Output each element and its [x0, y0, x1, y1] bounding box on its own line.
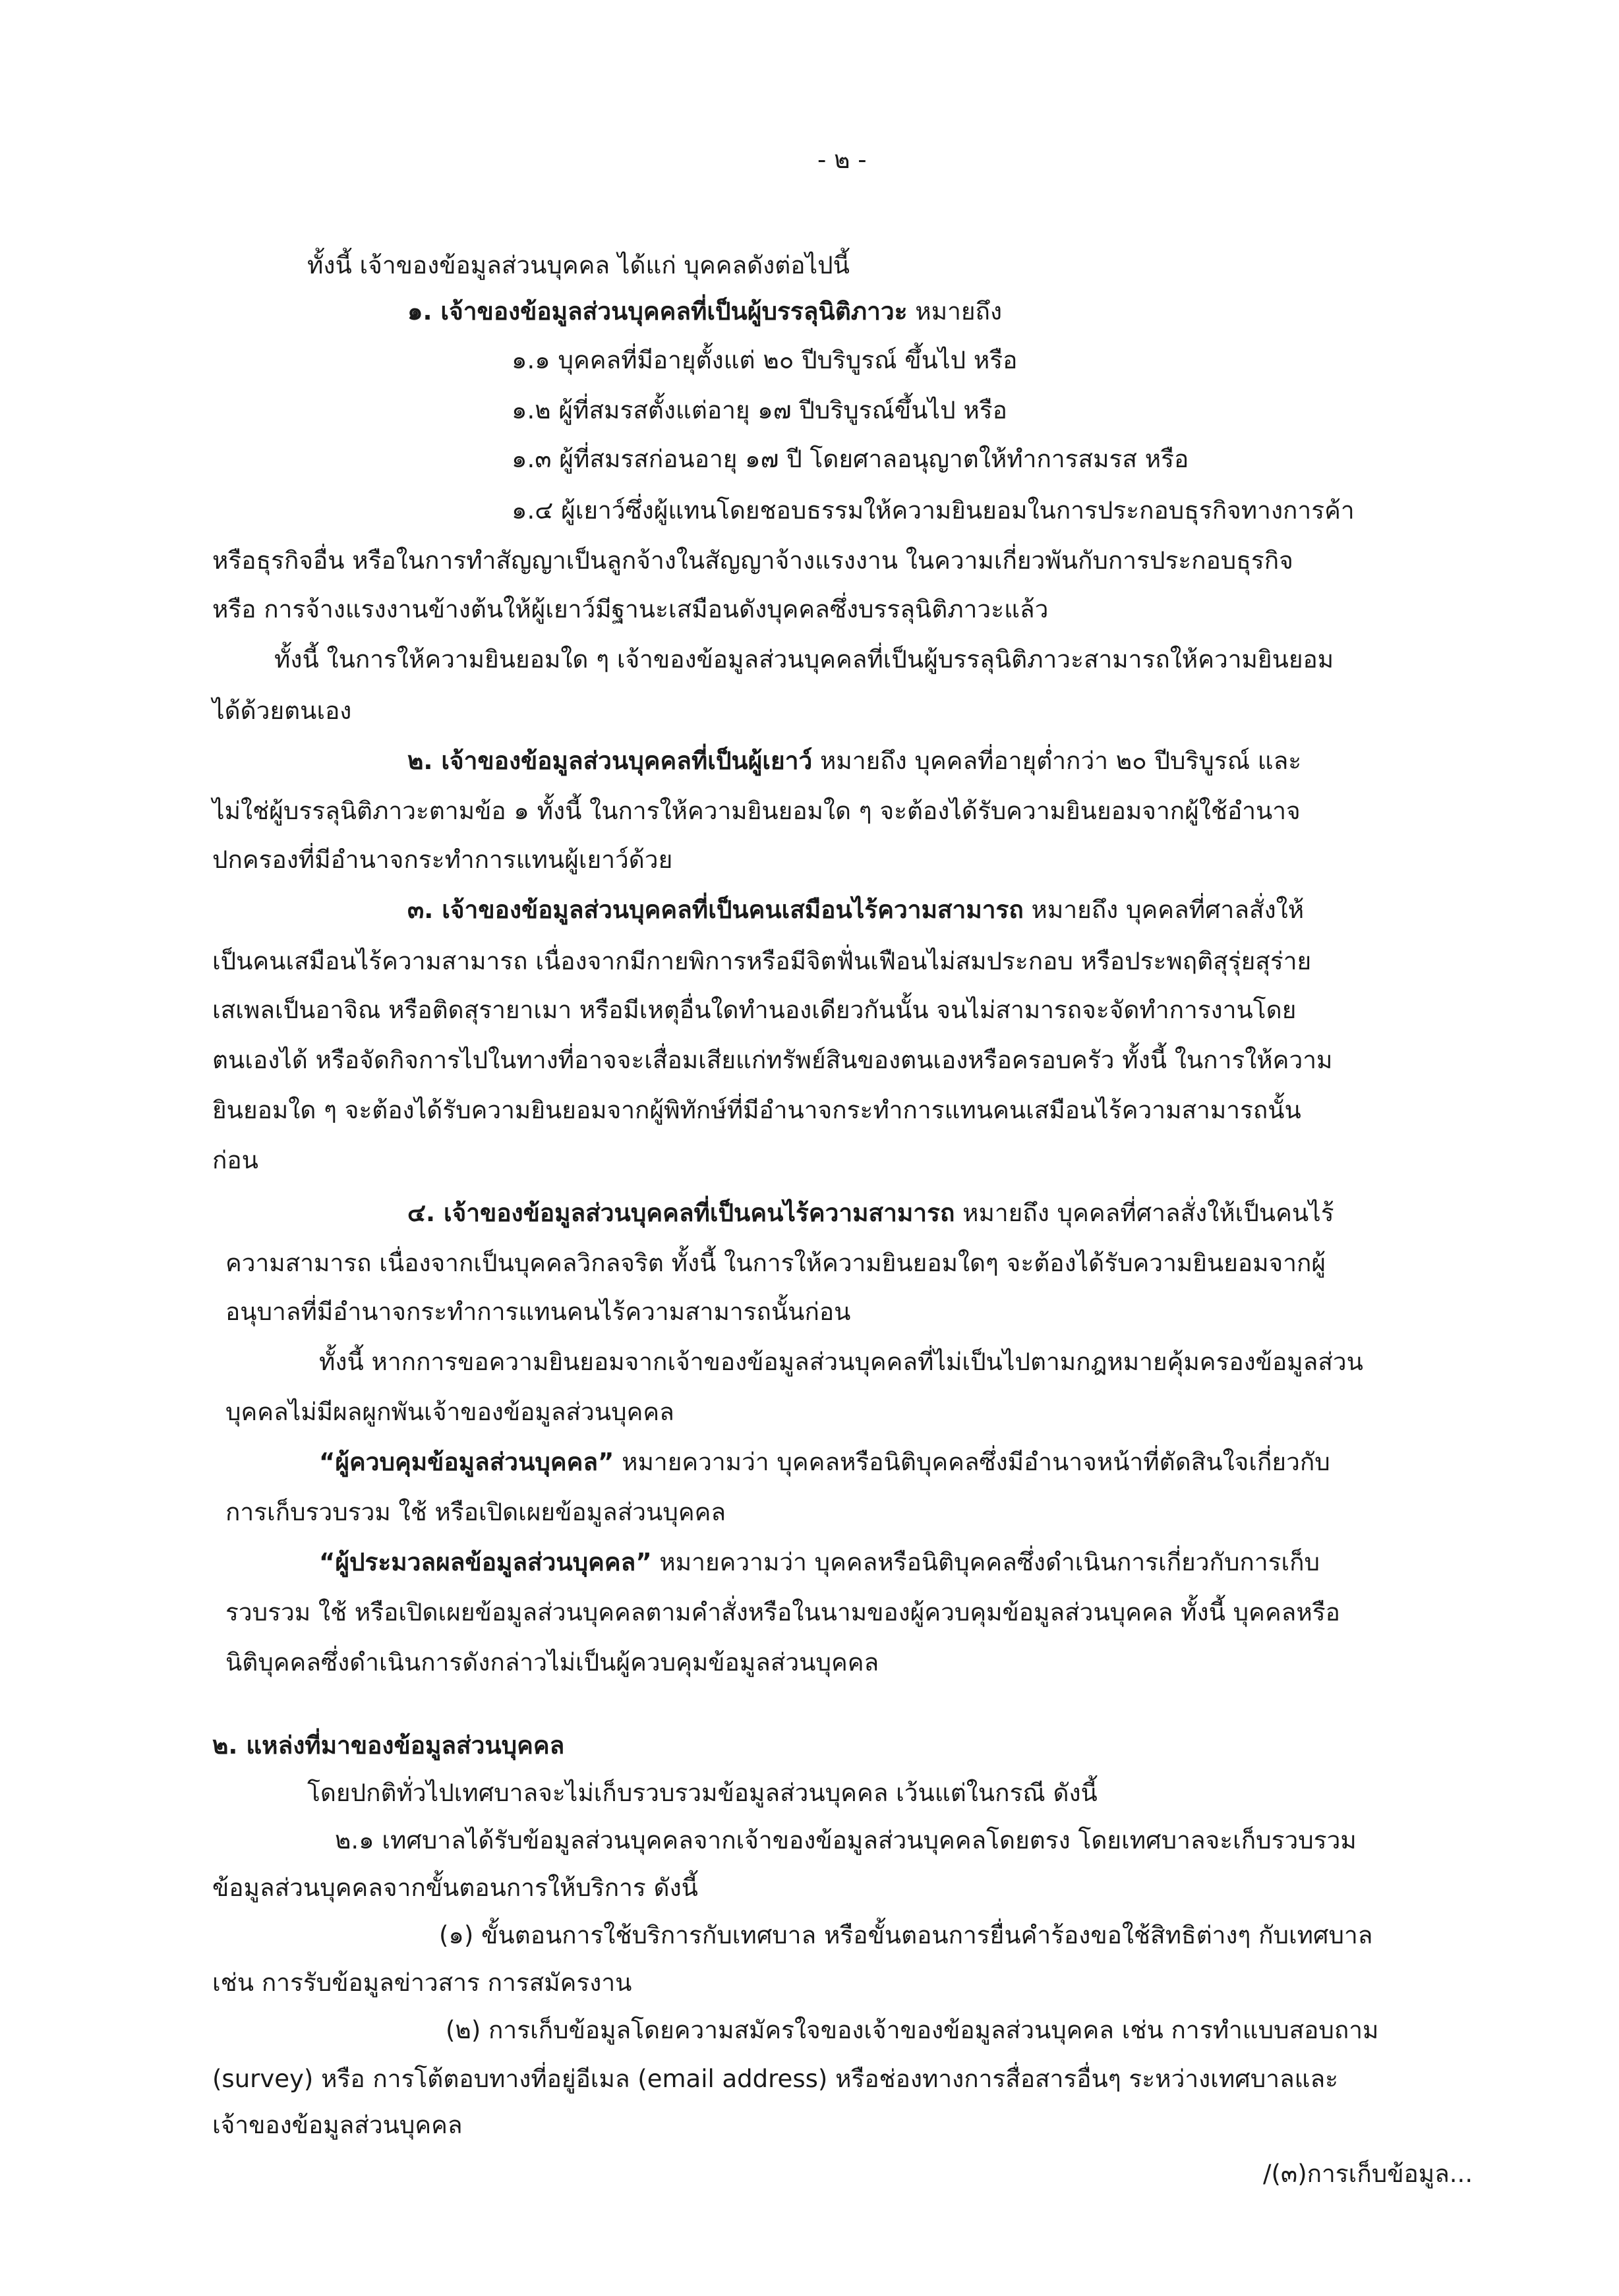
text-line: หรือ การจ้างแรงงานข้างต้นให้ผู้เยาว์มีฐานะเสมือนดังบุคคลซึ่งบรรลุนิติภาวะแล้ว [212, 595, 1049, 623]
text-line: ทั้งนี้ หากการขอความยินยอมจากเจ้าของข้อมูลส่วนบุคคลที่ไม่เป็นไปตามกฎหมายคุ้มครองข้อมูลส่วน [319, 1348, 1363, 1376]
section-heading: ๒. เจ้าของข้อมูลส่วนบุคคลที่เป็นผู้เยาว์ หมายถึง บุคคลที่อายุต่ำกว่า ๒๐ ปีบริบูรณ์ และ [407, 747, 1302, 775]
text-line: ๑.๒ ผู้ที่สมรสตั้งแต่อายุ ๑๗ ปีบริบูรณ์ขึ้นไป หรือ [512, 396, 1007, 424]
text-line: (๑) ขั้นตอนการใช้บริการกับเทศบาล หรือขั้นตอนการยื่นคำร้องขอใช้สิทธิต่างๆ กับเทศบาล [439, 1921, 1373, 1949]
continuation-note: /(๓)การเก็บข้อมูล... [1263, 2160, 1473, 2188]
text-line: เสเพลเป็นอาจิณ หรือติดสุรายาเมา หรือมีเหตุอื่นใดทำนองเดียวกันนั้น จนไม่สามารถจะจัดทำการงานโดย [212, 996, 1297, 1024]
definition-line: “ผู้ประมวลผลข้อมูลส่วนบุคคล” หมายความว่า บุคคลหรือนิติบุคคลซึ่งดำเนินการเกี่ยวกับการเก็บ [319, 1548, 1320, 1576]
text-line: บุคคลไม่มีผลผูกพันเจ้าของข้อมูลส่วนบุคคล [225, 1398, 674, 1426]
text-line: ๒.๑ เทศบาลได้รับข้อมูลส่วนบุคคลจากเจ้าของข้อมูลส่วนบุคคลโดยตรง โดยเทศบาลจะเก็บรวบรวม [335, 1826, 1357, 1854]
text-line: อนุบาลที่มีอำนาจกระทำการแทนคนไร้ความสามารถนั้นก่อน [225, 1298, 851, 1326]
text-line: ๑.๑ บุคคลที่มีอายุตั้งแต่ ๒๐ ปีบริบูรณ์ ขึ้นไป หรือ [512, 346, 1018, 374]
text-line: ตนเองได้ หรือจัดกิจการไปในทางที่อาจจะเสื่อมเสียแก่ทรัพย์สินของตนเองหรือครอบครัว ทั้งนี้ ในการให้ความ [212, 1046, 1333, 1074]
text-line: (survey) หรือ การโต้ตอบทางที่อยู่อีเมล (email address) หรือช่องทางการสื่อสารอื่นๆ ระหว่างเทศบาลและ [212, 2065, 1339, 2093]
text-line: เช่น การรับข้อมูลข่าวสาร การสมัครงาน [212, 1968, 632, 1997]
text-line: ปกครองที่มีอำนาจกระทำการแทนผู้เยาว์ด้วย [212, 846, 673, 874]
section-heading: ๓. เจ้าของข้อมูลส่วนบุคคลที่เป็นคนเสมือนไร้ความสามารถ หมายถึง บุคคลที่ศาลสั่งให้ [407, 896, 1305, 924]
text-line: การเก็บรวบรวม ใช้ หรือเปิดเผยข้อมูลส่วนบุคคล [225, 1498, 726, 1526]
section-heading: ๒. แหล่งที่มาของข้อมูลส่วนบุคคล [212, 1731, 565, 1760]
text-line: ได้ด้วยตนเอง [212, 697, 352, 725]
text-line: ความสามารถ เนื่องจากเป็นบุคคลวิกลจริต ทั้งนี้ ในการให้ความยินยอมใดๆ จะต้องได้รับความยินยอมจากผู้ [225, 1249, 1326, 1277]
page-number: - ๒ - [817, 146, 867, 174]
text-line: ๑.๔ ผู้เยาว์ซึ่งผู้แทนโดยชอบธรรมให้ความยินยอมในการประกอบธุรกิจทางการค้า [512, 496, 1355, 525]
text-line: ข้อมูลส่วนบุคคลจากขั้นตอนการให้บริการ ดังนี้ [212, 1874, 698, 1902]
text-line: นิติบุคคลซึ่งดำเนินการดังกล่าวไม่เป็นผู้ควบคุมข้อมูลส่วนบุคคล [225, 1648, 879, 1677]
text-line: ไม่ใช่ผู้บรรลุนิติภาวะตามข้อ ๑ ทั้งนี้ ในการให้ความยินยอมใด ๆ จะต้องได้รับความยินยอมจากผู้ใช้อำนาจ [212, 797, 1301, 825]
text-line: โดยปกติทั่วไปเทศบาลจะไม่เก็บรวบรวมข้อมูลส่วนบุคคล เว้นแต่ในกรณี ดังนี้ [307, 1779, 1098, 1807]
text-line: ก่อน [212, 1146, 258, 1174]
text-line: ทั้งนี้ ในการให้ความยินยอมใด ๆ เจ้าของข้อมูลส่วนบุคคลที่เป็นผู้บรรลุนิติภาวะสามารถให้ความยินยอม [274, 645, 1334, 674]
text-line: ๑.๓ ผู้ที่สมรสก่อนอายุ ๑๗ ปี โดยศาลอนุญาตให้ทำการสมรส หรือ [512, 445, 1189, 473]
section-heading: ๔. เจ้าของข้อมูลส่วนบุคคลที่เป็นคนไร้ความสามารถ หมายถึง บุคคลที่ศาลสั่งให้เป็นคนไร้ [407, 1199, 1334, 1227]
text-line: ยินยอมใด ๆ จะต้องได้รับความยินยอมจากผู้พิทักษ์ที่มีอำนาจกระทำการแทนคนเสมือนไร้ความสามารถนั้น [212, 1096, 1301, 1124]
text-line: รวบรวม ใช้ หรือเปิดเผยข้อมูลส่วนบุคคลตามคำสั่งหรือในนามของผู้ควบคุมข้อมูลส่วนบุคคล ทั้งนี้ บุคคลหรือ [225, 1598, 1340, 1626]
text-line: ทั้งนี้ เจ้าของข้อมูลส่วนบุคคล ได้แก่ บุคคลดังต่อไปนี้ [307, 251, 850, 279]
text-line: เป็นคนเสมือนไร้ความสามารถ เนื่องจากมีกายพิการหรือมีจิตฟั่นเฟือนไม่สมประกอบ หรือประพฤติสุรุ่ยสุร่าย [212, 947, 1312, 975]
text-line: เจ้าของข้อมูลส่วนบุคคล [212, 2111, 463, 2139]
definition-line: “ผู้ควบคุมข้อมูลส่วนบุคคล” หมายความว่า บุคคลหรือนิติบุคคลซึ่งมีอำนาจหน้าที่ตัดสินใจเกี่ยวกับ [319, 1448, 1330, 1476]
section-heading: ๑. เจ้าของข้อมูลส่วนบุคคลที่เป็นผู้บรรลุนิติภาวะ หมายถึง [407, 297, 1003, 326]
text-line: หรือธุรกิจอื่น หรือในการทำสัญญาเป็นลูกจ้างในสัญญาจ้างแรงงาน ในความเกี่ยวพันกับการประกอบธุรกิจ [212, 546, 1293, 575]
text-line: (๒) การเก็บข้อมูลโดยความสมัครใจของเจ้าของข้อมูลส่วนบุคคล เช่น การทำแบบสอบถาม [446, 2016, 1379, 2044]
